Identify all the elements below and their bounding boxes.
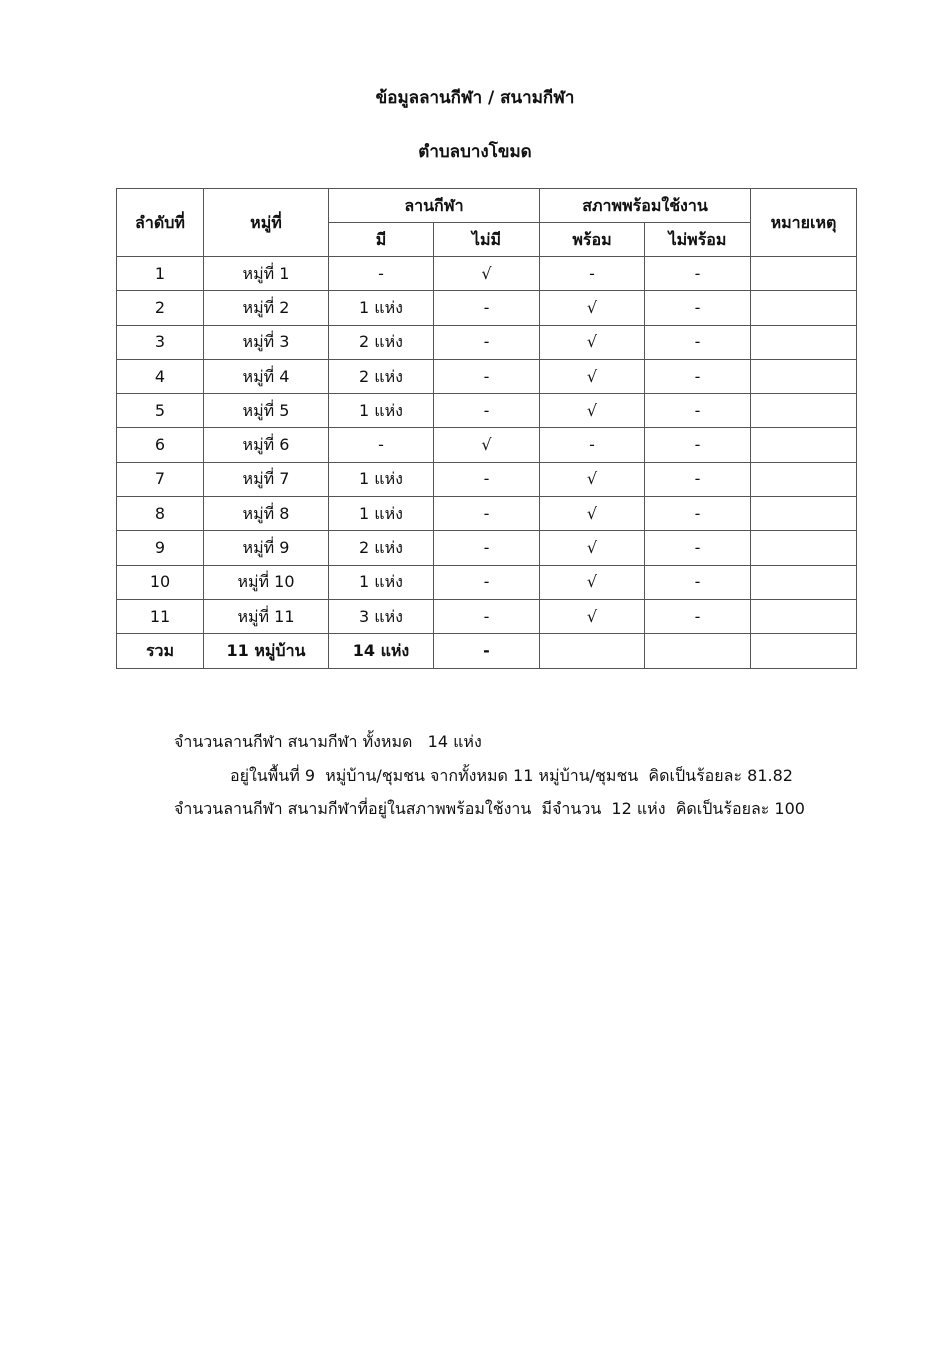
cell-order: 6 (117, 428, 204, 462)
cell-field-has: 1 แห่ง (329, 565, 434, 599)
cell-status-ready: √ (540, 325, 645, 359)
cell-field-none: - (434, 462, 540, 496)
cell-status-ready: √ (540, 359, 645, 393)
sports-field-table (116, 188, 857, 669)
cell-status-not-ready: - (645, 531, 751, 565)
header-status-group: สภาพพร้อมใช้งาน (540, 189, 751, 223)
table-row (117, 257, 857, 291)
total-field-none: - (434, 634, 540, 668)
cell-order: 2 (117, 291, 204, 325)
header-order: ลำดับที่ (117, 189, 204, 257)
cell-status-not-ready: - (645, 497, 751, 531)
cell-remark (751, 325, 857, 359)
summary-total-fields: จำนวนลานกีฬา สนามกีฬา ทั้งหมด 14 แห่ง (174, 732, 482, 751)
cell-village: หมู่ที่ 6 (204, 428, 329, 462)
header-row-top (117, 189, 857, 223)
table-row (117, 291, 857, 325)
cell-remark (751, 394, 857, 428)
total-status-ready (540, 634, 645, 668)
cell-village: หมู่ที่ 7 (204, 462, 329, 496)
cell-remark (751, 599, 857, 633)
cell-status-not-ready: - (645, 257, 751, 291)
cell-village: หมู่ที่ 11 (204, 599, 329, 633)
total-row (117, 634, 857, 668)
cell-field-none: - (434, 325, 540, 359)
cell-field-none: - (434, 497, 540, 531)
summary-ready-fields: จำนวนลานกีฬา สนามกีฬาที่อยู่ในสภาพพร้อมใช้งาน มีจำนวน 12 แห่ง คิดเป็นร้อยละ 100 (174, 799, 805, 818)
cell-status-not-ready: - (645, 565, 751, 599)
cell-status-not-ready: - (645, 462, 751, 496)
cell-remark (751, 291, 857, 325)
cell-status-ready: √ (540, 531, 645, 565)
cell-village: หมู่ที่ 5 (204, 394, 329, 428)
cell-order: 1 (117, 257, 204, 291)
cell-field-has: 2 แห่ง (329, 359, 434, 393)
cell-status-ready: √ (540, 599, 645, 633)
summary-coverage: อยู่ในพื้นที่ 9 หมู่บ้าน/ชุมชน จากทั้งหมด 11 หมู่บ้าน/ชุมชน คิดเป็นร้อยละ 81.82 (230, 766, 793, 785)
cell-village: หมู่ที่ 1 (204, 257, 329, 291)
cell-order: 9 (117, 531, 204, 565)
cell-field-none: √ (434, 428, 540, 462)
cell-field-none: - (434, 565, 540, 599)
cell-status-ready: √ (540, 291, 645, 325)
document-subtitle: ตำบลบางโขมด (418, 142, 532, 162)
cell-order: 8 (117, 497, 204, 531)
table-row (117, 359, 857, 393)
cell-status-ready: √ (540, 497, 645, 531)
cell-field-has: 1 แห่ง (329, 462, 434, 496)
table-row (117, 325, 857, 359)
cell-status-not-ready: - (645, 428, 751, 462)
cell-status-not-ready: - (645, 325, 751, 359)
cell-remark (751, 257, 857, 291)
header-field-has: มี (329, 223, 434, 257)
cell-status-ready: √ (540, 565, 645, 599)
cell-field-none: - (434, 291, 540, 325)
header-field-none: ไม่มี (434, 223, 540, 257)
cell-remark (751, 565, 857, 599)
cell-remark (751, 531, 857, 565)
cell-order: 10 (117, 565, 204, 599)
cell-order: 11 (117, 599, 204, 633)
document-title: ข้อมูลลานกีฬา / สนามกีฬา (375, 88, 575, 108)
cell-order: 7 (117, 462, 204, 496)
cell-field-none: - (434, 531, 540, 565)
header-status-ready: พร้อม (540, 223, 645, 257)
cell-village: หมู่ที่ 2 (204, 291, 329, 325)
cell-field-has: 2 แห่ง (329, 325, 434, 359)
cell-status-not-ready: - (645, 394, 751, 428)
table-row (117, 565, 857, 599)
cell-remark (751, 428, 857, 462)
table-row (117, 428, 857, 462)
cell-field-none: - (434, 599, 540, 633)
cell-status-ready: - (540, 428, 645, 462)
cell-field-has: 1 แห่ง (329, 394, 434, 428)
total-village: 11 หมู่บ้าน (204, 634, 329, 668)
table-row (117, 531, 857, 565)
cell-field-has: - (329, 257, 434, 291)
cell-remark (751, 359, 857, 393)
cell-status-not-ready: - (645, 291, 751, 325)
cell-field-has: 2 แห่ง (329, 531, 434, 565)
table-row (117, 497, 857, 531)
cell-order: 4 (117, 359, 204, 393)
total-remark (751, 634, 857, 668)
header-remark: หมายเหตุ (751, 189, 857, 257)
cell-remark (751, 497, 857, 531)
cell-village: หมู่ที่ 3 (204, 325, 329, 359)
cell-field-has: 3 แห่ง (329, 599, 434, 633)
header-status-not-ready: ไม่พร้อม (645, 223, 751, 257)
cell-village: หมู่ที่ 9 (204, 531, 329, 565)
cell-field-none: - (434, 394, 540, 428)
cell-status-ready: √ (540, 462, 645, 496)
table-row (117, 599, 857, 633)
cell-order: 3 (117, 325, 204, 359)
header-village: หมู่ที่ (204, 189, 329, 257)
cell-field-none: √ (434, 257, 540, 291)
cell-field-has: - (329, 428, 434, 462)
header-field-group: ลานกีฬา (329, 189, 540, 223)
cell-village: หมู่ที่ 8 (204, 497, 329, 531)
cell-status-not-ready: - (645, 599, 751, 633)
total-status-not-ready (645, 634, 751, 668)
cell-village: หมู่ที่ 10 (204, 565, 329, 599)
cell-field-has: 1 แห่ง (329, 497, 434, 531)
cell-field-has: 1 แห่ง (329, 291, 434, 325)
cell-village: หมู่ที่ 4 (204, 359, 329, 393)
cell-status-not-ready: - (645, 359, 751, 393)
cell-status-ready: √ (540, 394, 645, 428)
cell-field-none: - (434, 359, 540, 393)
total-label: รวม (117, 634, 204, 668)
table-row (117, 462, 857, 496)
cell-status-ready: - (540, 257, 645, 291)
total-field-has: 14 แห่ง (329, 634, 434, 668)
cell-order: 5 (117, 394, 204, 428)
cell-remark (751, 462, 857, 496)
table-row (117, 394, 857, 428)
